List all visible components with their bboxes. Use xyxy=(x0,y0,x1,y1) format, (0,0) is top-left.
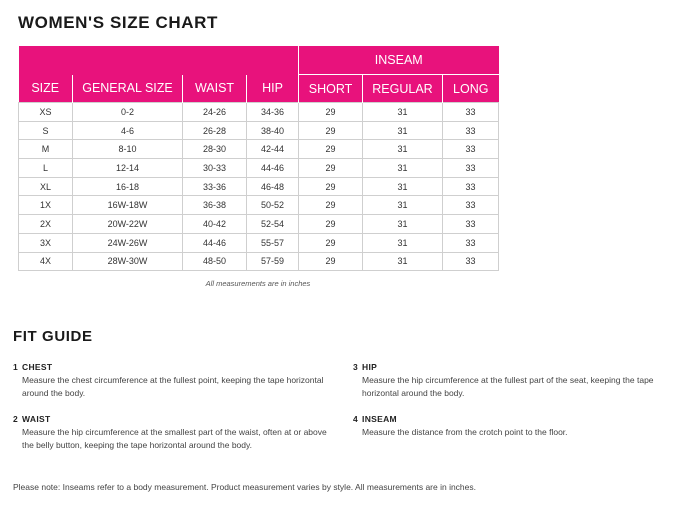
cell-regular: 31 xyxy=(363,121,443,140)
fit-guide-chest-label: CHEST xyxy=(22,362,53,372)
table-row xyxy=(19,140,499,159)
column-header-short: SHORT xyxy=(299,75,363,103)
fit-guide-inseam-label: INSEAM xyxy=(362,414,397,424)
cell-general-size: 24W-26W xyxy=(73,233,183,252)
inseam-group-header: INSEAM xyxy=(299,46,499,75)
table-row xyxy=(19,121,499,140)
cell-hip: 55-57 xyxy=(247,233,299,252)
table-row xyxy=(19,252,499,271)
cell-size: 1X xyxy=(19,196,73,215)
cell-general-size: 8-10 xyxy=(73,140,183,159)
fit-guide-hip-number: 3 xyxy=(353,362,359,372)
fit-guide-waist-description: Measure the hip circumference at the smallest part of the waist, often at or above the belly button, keeping the tape horizontal around the body. xyxy=(22,427,327,450)
fit-guide-inseam-heading xyxy=(353,414,673,424)
cell-size: 2X xyxy=(19,215,73,234)
cell-hip: 52-54 xyxy=(247,215,299,234)
cell-general-size: 4-6 xyxy=(73,121,183,140)
cell-regular: 31 xyxy=(363,252,443,271)
cell-regular: 31 xyxy=(363,196,443,215)
cell-long: 33 xyxy=(443,159,499,178)
cell-hip: 44-46 xyxy=(247,159,299,178)
table-row xyxy=(19,159,499,178)
table-row xyxy=(19,196,499,215)
cell-general-size: 0-2 xyxy=(73,103,183,122)
fit-guide-hip-heading xyxy=(353,362,673,372)
cell-size: XS xyxy=(19,103,73,122)
cell-short: 29 xyxy=(299,103,363,122)
cell-regular: 31 xyxy=(363,233,443,252)
cell-size: M xyxy=(19,140,73,159)
cell-hip: 34-36 xyxy=(247,103,299,122)
cell-regular: 31 xyxy=(363,103,443,122)
cell-general-size: 16-18 xyxy=(73,177,183,196)
cell-general-size: 28W-30W xyxy=(73,252,183,271)
cell-waist: 36-38 xyxy=(183,196,247,215)
fit-guide-inseam-description: Measure the distance from the crotch point to the floor. xyxy=(362,427,568,437)
column-header-long: LONG xyxy=(443,75,499,103)
fit-guide-inseam-number: 4 xyxy=(353,414,359,424)
fit-guide-title: FIT GUIDE xyxy=(13,328,93,345)
cell-short: 29 xyxy=(299,159,363,178)
cell-waist: 44-46 xyxy=(183,233,247,252)
group-header-blank xyxy=(19,46,299,75)
fit-guide-waist-number: 2 xyxy=(13,414,19,424)
column-header-waist: WAIST xyxy=(183,75,247,103)
cell-long: 33 xyxy=(443,177,499,196)
cell-regular: 31 xyxy=(363,215,443,234)
cell-long: 33 xyxy=(443,252,499,271)
cell-long: 33 xyxy=(443,233,499,252)
cell-short: 29 xyxy=(299,140,363,159)
cell-waist: 40-42 xyxy=(183,215,247,234)
table-row xyxy=(19,215,499,234)
fit-guide-chest xyxy=(13,362,333,400)
fit-guide-chest-description: Measure the chest circumference at the fullest point, keeping the tape horizontal around the body. xyxy=(22,375,324,398)
fit-guide-hip-description: Measure the hip circumference at the fullest part of the seat, keeping the tape horizontal around the body. xyxy=(362,375,654,398)
cell-long: 33 xyxy=(443,121,499,140)
size-chart-table xyxy=(18,46,499,271)
table-row xyxy=(19,177,499,196)
column-header-hip: HIP xyxy=(247,75,299,103)
cell-short: 29 xyxy=(299,252,363,271)
cell-general-size: 16W-18W xyxy=(73,196,183,215)
fit-guide-waist-label: WAIST xyxy=(22,414,51,424)
fit-guide-chest-number: 1 xyxy=(13,362,19,372)
cell-size: L xyxy=(19,159,73,178)
cell-waist: 30-33 xyxy=(183,159,247,178)
measurement-note: All measurements are in inches xyxy=(205,279,311,288)
column-header-general-size: GENERAL SIZE xyxy=(73,75,183,103)
cell-size: XL xyxy=(19,177,73,196)
cell-general-size: 12-14 xyxy=(73,159,183,178)
cell-waist: 28-30 xyxy=(183,140,247,159)
cell-short: 29 xyxy=(299,233,363,252)
fit-guide-hip xyxy=(353,362,673,400)
cell-regular: 31 xyxy=(363,177,443,196)
cell-short: 29 xyxy=(299,196,363,215)
fit-guide-waist-heading xyxy=(13,414,333,424)
cell-short: 29 xyxy=(299,121,363,140)
cell-hip: 42-44 xyxy=(247,140,299,159)
cell-regular: 31 xyxy=(363,159,443,178)
group-header-row xyxy=(19,46,499,75)
cell-waist: 48-50 xyxy=(183,252,247,271)
cell-hip: 38-40 xyxy=(247,121,299,140)
table-row xyxy=(19,233,499,252)
size-chart-body xyxy=(19,103,499,271)
cell-regular: 31 xyxy=(363,140,443,159)
column-header-regular: REGULAR xyxy=(363,75,443,103)
cell-long: 33 xyxy=(443,103,499,122)
cell-size: 3X xyxy=(19,233,73,252)
footer-note: Please note: Inseams refer to a body measurement. Product measurement varies by style. All measurements are in inches. xyxy=(13,482,476,492)
column-header-row xyxy=(19,75,499,103)
cell-hip: 50-52 xyxy=(247,196,299,215)
cell-short: 29 xyxy=(299,177,363,196)
cell-waist: 24-26 xyxy=(183,103,247,122)
fit-guide-chest-heading xyxy=(13,362,333,372)
cell-general-size: 20W-22W xyxy=(73,215,183,234)
table-row xyxy=(19,103,499,122)
cell-short: 29 xyxy=(299,215,363,234)
cell-waist: 33-36 xyxy=(183,177,247,196)
cell-size: 4X xyxy=(19,252,73,271)
column-header-size: SIZE xyxy=(19,75,73,103)
fit-guide-hip-label: HIP xyxy=(362,362,378,372)
cell-hip: 46-48 xyxy=(247,177,299,196)
page-title: WOMEN'S SIZE CHART xyxy=(18,13,218,32)
fit-guide-inseam xyxy=(353,414,673,439)
cell-hip: 57-59 xyxy=(247,252,299,271)
cell-size: S xyxy=(19,121,73,140)
cell-long: 33 xyxy=(443,196,499,215)
cell-long: 33 xyxy=(443,215,499,234)
cell-waist: 26-28 xyxy=(183,121,247,140)
cell-long: 33 xyxy=(443,140,499,159)
fit-guide-waist xyxy=(13,414,333,452)
